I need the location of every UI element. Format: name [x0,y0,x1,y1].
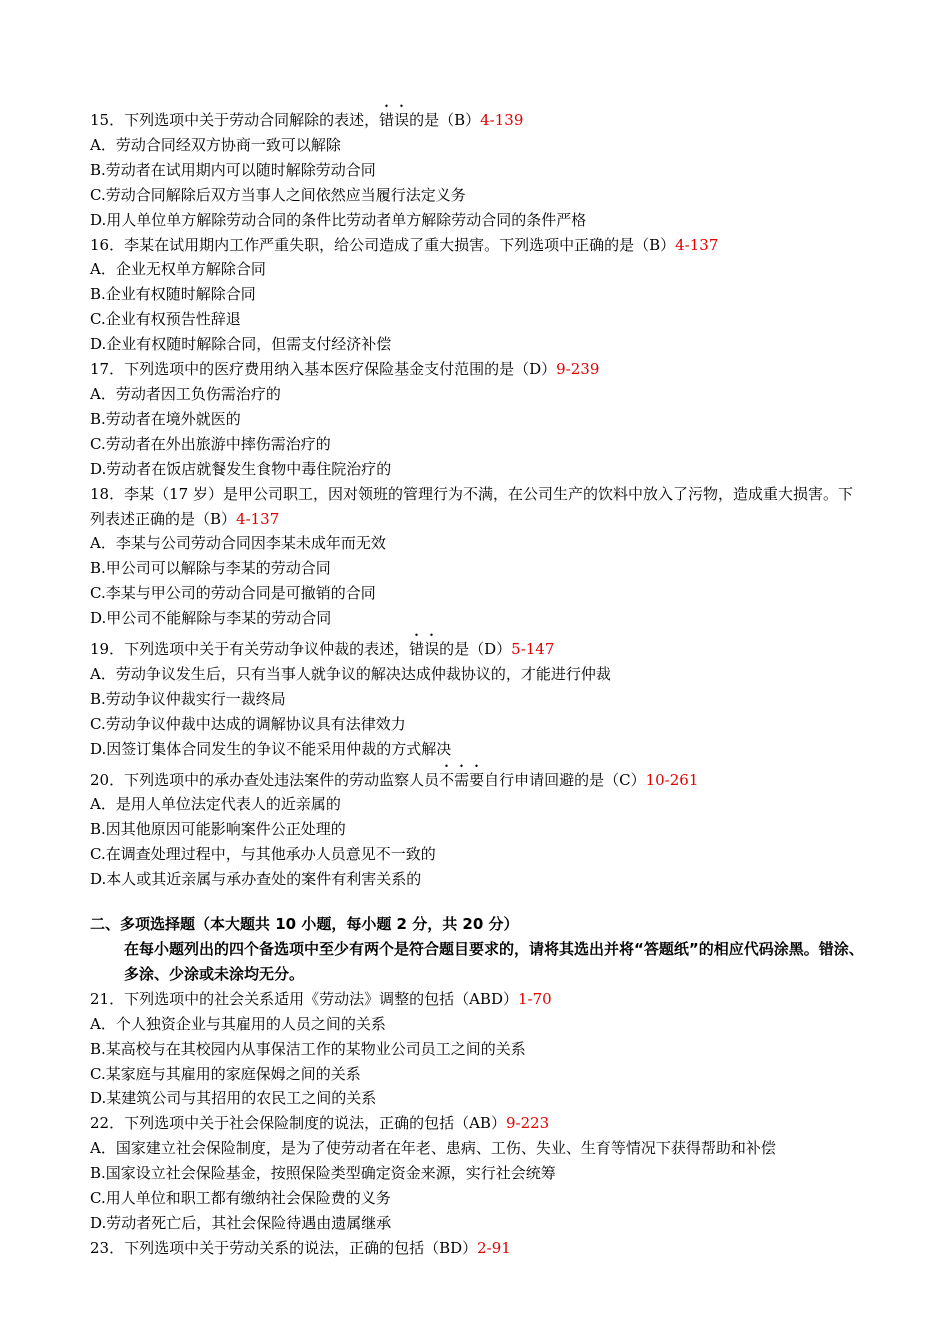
page-reference: 9-223 [505,1114,550,1133]
question-stem-text: 17．下列选项中的医疗费用纳入基本医疗保险基金支付范围的是（D） [90,360,557,379]
option-b: B.因其他原因可能影响案件公正处理的 [90,820,346,839]
option-b: B.劳动者在试用期内可以随时解除劳动合同 [90,160,376,179]
question-22-stem [90,1111,865,1136]
option-b: B.劳动争议仲裁实行一裁终局 [90,689,286,708]
page-reference: 1-70 [517,989,552,1008]
option-c: C.李某与甲公司的劳动合同是可撤销的合同 [90,584,376,603]
page-reference: 10-261 [645,770,699,789]
section-title: 二、多项选择题（本大题共 10 小题，每小题 2 分，共 20 分） [90,915,519,934]
option-d: D.某建筑公司与其招用的农民工之间的关系 [90,1089,377,1108]
option-b: B.劳动者在境外就医的 [90,409,241,428]
option-c: C.劳动合同解除后双方当事人之间依然应当履行法定义务 [90,185,466,204]
option-c: C.在调查处理过程中，与其他承办人员意见不一致的 [90,845,436,864]
question-stem-text: 23．下列选项中关于劳动关系的说法，正确的包括（BD） [90,1238,478,1257]
section-instruction: 在每小题列出的四个备选项中至少有两个是符合题目要求的，请将其选出并将“答题纸”的相应代码涂黑。错涂、多涂、少涂或未涂均无分。 [124,940,864,983]
section-spacer [90,892,865,912]
question-stem-text: 18．李某（17 岁）是甲公司职工，因对领班的管理行为不满，在公司生产的饮料中放入了污物，造成重大损害。下列表述正确的是（B） [90,484,853,528]
option-d: D.劳动者死亡后，其社会保险待遇由遗属继承 [90,1213,392,1232]
option-d: D.甲公司不能解除与李某的劳动合同 [90,609,332,628]
option-b: B.某高校与在其校园内从事保洁工作的某物业公司员工之间的关系 [90,1039,526,1058]
option-a: A．是用人单位法定代表人的近亲属的 [90,795,341,814]
emphasized-word: 错误 [409,640,440,659]
option-a: A．个人独资企业与其雇用的人员之间的关系 [90,1014,386,1033]
option-d: D.因签订集体合同发生的争议不能采用仲裁的方式解决 [90,739,452,758]
question-stem-text: 的是（B） [409,111,481,129]
option-d: D.用人单位单方解除劳动合同的条件比劳动者单方解除劳动合同的条件严格 [90,210,587,229]
option-c: C.某家庭与其雇用的家庭保姆之间的关系 [90,1064,361,1083]
question-stem-text: 19．下列选项中关于有关劳动争议仲裁的表述， [90,640,410,659]
question-stem-text: 的是（D） [439,640,512,659]
emphasized-word: 错误 [379,111,410,129]
option-a: A．劳动合同经双方协商一致可以解除 [90,135,341,154]
option-d: D.企业有权随时解除合同，但需支付经济补偿 [90,335,392,354]
option-d: D.劳动者在饭店就餐发生食物中毒住院治疗的 [90,459,392,478]
option-c: C.劳动争议仲裁中达成的调解协议具有法律效力 [90,714,406,733]
question-17-stem [90,357,865,382]
question-19-stem [90,631,865,662]
question-15-stem [90,102,865,133]
option-b: B.甲公司可以解除与李某的劳动合同 [90,559,331,578]
page-reference: 2-91 [477,1238,511,1257]
option-d: D.本人或其近亲属与承办查处的案件有利害关系的 [90,870,422,889]
page-reference: 4-139 [480,111,524,129]
option-a: A．李某与公司劳动合同因李某未成年而无效 [90,534,386,553]
option-b: B.国家设立社会保险基金，按照保险类型确定资金来源，实行社会统筹 [90,1164,556,1183]
option-c: C.劳动者在外出旅游中摔伤需治疗的 [90,434,331,453]
option-a: A．劳动争议发生后，只有当事人就争议的解决达成仲裁协议的，才能进行仲裁 [90,664,611,683]
page-reference: 4-137 [236,509,280,528]
option-a: A．劳动者因工负伤需治疗的 [90,384,281,403]
question-stem-text: 16．李某在试用期内工作严重失职，给公司造成了重大损害。下列选项中正确的是（B） [90,235,676,254]
question-stem-text: 15．下列选项中关于劳动合同解除的表述， [90,111,380,129]
page-reference: 9-239 [556,360,600,379]
question-23-stem [90,1236,865,1261]
question-18-stem [90,482,865,532]
option-b: B.企业有权随时解除合同 [90,285,256,304]
question-20-stem [90,762,865,793]
page-reference: 5-147 [511,640,555,659]
option-a: A．企业无权单方解除合同 [90,260,266,279]
option-a: A．国家建立社会保险制度，是为了使劳动者在年老、患病、工伤、失业、生育等情况下获得帮助和补偿 [90,1139,776,1158]
question-stem-text: 21．下列选项中的社会关系适用《劳动法》调整的包括（ABD） [90,989,518,1008]
option-c: C.企业有权预告性辞退 [90,310,241,329]
option-c: C.用人单位和职工都有缴纳社会保险费的义务 [90,1189,391,1208]
question-16-stem [90,233,865,258]
question-stem-text: 22．下列选项中关于社会保险制度的说法，正确的包括（AB） [90,1114,506,1133]
question-21-stem [90,987,865,1012]
question-stem-text: 自行申请回避的是（C） [484,770,646,789]
emphasized-word: 不需要 [439,770,485,789]
document-content [90,102,865,1261]
question-stem-text: 20．下列选项中的承办查处违法案件的劳动监察人员 [90,770,440,789]
page-reference: 4-137 [675,235,719,254]
